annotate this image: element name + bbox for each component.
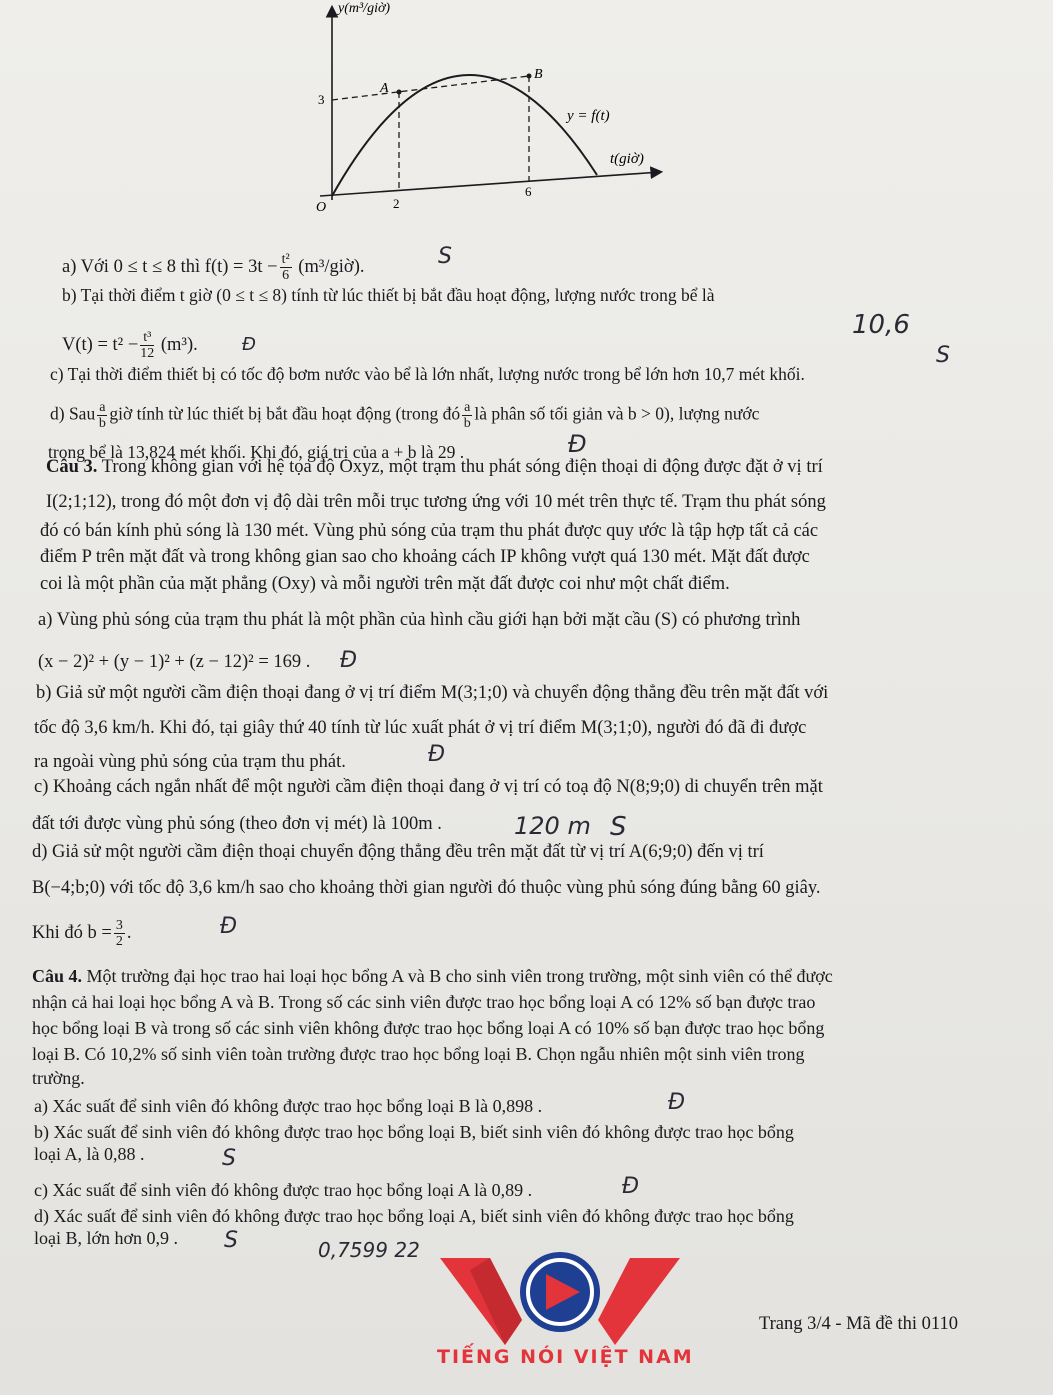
page-footer: Trang 3/4 - Mã đề thi 0110 — [758, 1314, 958, 1334]
q3-d-period: . — [126, 922, 132, 943]
fraction-denominator: 6 — [282, 268, 290, 283]
origin-label: O — [316, 200, 327, 215]
q4-intro-line3: học bổng loại B và trong số các sinh viên không được trao học bổng loại A có 10% số bạn được trao học bổng — [32, 1018, 825, 1038]
q3-d-fraction — [114, 918, 125, 949]
q2-item-b-line2 — [62, 330, 198, 361]
q2-a-mark: S — [438, 244, 452, 269]
q2-d-fraction — [97, 400, 107, 431]
q3-item-b-line1: b) Giả sử một người cầm điện thoại đang ở vị trí điểm M(3;1;0) và chuyển động thẳng đều trên mặt đất với — [36, 683, 829, 703]
parabola-curve — [332, 75, 597, 196]
q3-c-note: 120 m — [514, 812, 591, 840]
q3-d-text: Khi đó b = — [32, 922, 112, 943]
q3-a-mark: Đ — [340, 648, 358, 673]
q3-intro-line3: đó có bán kính phủ sóng là 130 mét. Vùng phủ sóng của trạm thu phát được quy ước là tập hợp tất cả các — [40, 521, 819, 541]
q2-b-unit: (m³). — [156, 334, 198, 355]
q2-item-d-line1 — [50, 400, 759, 431]
q2-b-formula: V(t) = t² − — [62, 334, 139, 355]
q4-intro-line2: nhận cả hai loại học bổng A và B. Trong số các sinh viên được trao học bổng loại A có 12% số bạn được trao — [32, 992, 816, 1012]
fraction-numerator: t² — [281, 252, 290, 267]
tick-x-6: 6 — [525, 184, 532, 199]
q2-item-d-line2: trong bể là 13,824 mét khối. Khi đó, giá trị của a + b là 29 . — [48, 442, 465, 462]
fraction-numerator: 3 — [115, 918, 123, 933]
fraction-denominator: b — [463, 416, 471, 431]
q3-intro-line5: coi là một phần của mặt phẳng (Oxy) và mỗi người trên mặt đất được coi như một chất điểm. — [40, 574, 730, 594]
q2-item-a — [62, 252, 364, 283]
q4-d-mark: S — [224, 1228, 238, 1253]
q2-a-unit: (m³/giờ). — [293, 256, 365, 277]
y-axis-label: y(m³/giờ) — [338, 1, 391, 16]
point-b-label: B — [534, 67, 543, 82]
q2-d-mark: Đ — [568, 430, 587, 458]
q4-intro-line5: trường. — [32, 1068, 85, 1088]
q3-item-d-line1: d) Giả sử một người cầm điện thoại chuyển động thẳng đều trên mặt đất từ vị trí A(6;9;0) đến vị trí — [32, 842, 764, 862]
q4-d-note: 0,7599 22 — [318, 1238, 420, 1262]
point-a-label: A — [380, 81, 389, 96]
q3-intro-line1 — [46, 455, 823, 479]
q2-c-mark: S — [936, 343, 950, 368]
fraction-denominator: 2 — [115, 934, 123, 949]
q4-item-b-line1: b) Xác suất để sinh viên đó không được trao học bổng loại B, biết sinh viên đó không được trao học bổng — [34, 1122, 794, 1142]
tick-x-2: 2 — [393, 196, 400, 211]
q2-c-note: 10,6 — [852, 310, 910, 340]
fraction-numerator: a — [99, 400, 106, 415]
q3-line1-text: Trong không gian với hệ tọa độ Oxyz, một trạm thu phát sóng điện thoại di động được đặt ở vị trí — [97, 457, 823, 477]
q3-item-c-line2: đất tới được vùng phủ sóng (theo đơn vị mét) là 100m . — [32, 814, 442, 834]
q3-title: Câu 3. — [46, 457, 98, 477]
tick-y-3: 3 — [318, 92, 325, 107]
q3-item-d-line3 — [32, 918, 131, 949]
q4-intro-line1 — [32, 964, 833, 988]
q2-item-c: c) Tại thời điểm thiết bị có tốc độ bơm nước vào bể là lớn nhất, lượng nước trong bể lớn hơn 10,7 mét khối. — [50, 364, 805, 384]
curve-label: y = f(t) — [567, 108, 610, 124]
q3-item-c-line1: c) Khoảng cách ngắn nhất để một người cầm điện thoại đang ở vị trí có toạ độ N(8;9;0) di chuyển trên mặt — [34, 777, 823, 797]
point-a-dot — [397, 90, 402, 95]
q3-item-b-line3: ra ngoài vùng phủ sóng của trạm thu phát. — [34, 752, 346, 772]
logo-right-v — [598, 1258, 680, 1345]
q3-intro-line4: điểm P trên mặt đất và trong không gian sao cho khoảng cách IP không vượt quá 130 mét. Mặt đất được — [40, 547, 810, 567]
q4-item-a: a) Xác suất để sinh viên đó không được trao học bổng loại B là 0,898 . — [34, 1096, 543, 1116]
function-graph — [292, 0, 672, 215]
vov-slogan: TIẾNG NÓI VIỆT NAM — [437, 1346, 694, 1368]
q2-a-text: a) Với 0 ≤ t ≤ 8 thì f(t) = 3t − — [62, 256, 278, 277]
q4-title: Câu 4. — [32, 966, 83, 986]
q4-item-c: c) Xác suất để sinh viên đó không được trao học bổng loại A là 0,89 . — [34, 1180, 533, 1200]
q4-line1-text: Một trường đại học trao hai loại học bổng A và B cho sinh viên trong trường, một sinh viên có thể được — [82, 966, 833, 986]
point-b-dot — [527, 74, 532, 79]
q2-b-fraction — [140, 330, 154, 361]
q4-intro-line4: loại B. Có 10,2% số sinh viên toàn trường được trao học bổng loại B. Chọn ngẫu nhiên một sinh viên trong — [32, 1044, 805, 1064]
q4-c-mark: Đ — [622, 1174, 640, 1199]
q3-item-a-line1: a) Vùng phủ sóng của trạm thu phát là một phần của hình cầu giới hạn bởi mặt cầu (S) có phương trình — [38, 610, 801, 630]
q3-item-a-line2: (x − 2)² + (y − 1)² + (z − 12)² = 169 . — [38, 652, 311, 672]
q2-d-fraction-2 — [462, 400, 472, 431]
q3-item-d-line2: B(−4;b;0) với tốc độ 3,6 km/h sao cho khoảng thời gian người đó thuộc vùng phủ sóng đúng bằng 60 giây. — [32, 878, 821, 898]
q4-a-mark: Đ — [668, 1090, 686, 1115]
q4-item-b-line2: loại A, là 0,88 . — [34, 1144, 145, 1164]
fraction-denominator: b — [98, 416, 106, 431]
q2-d-middle: giờ tính từ lúc thiết bị bắt đầu hoạt động (trong đó — [109, 403, 461, 424]
fraction-numerator: t³ — [140, 330, 154, 346]
q2-d-end: là phân số tối giản và b > 0), lượng nước — [474, 403, 760, 424]
q3-intro-line2: I(2;1;12), trong đó một đơn vị độ dài trên mỗi trục tương ứng với 10 mét trên thực tế. Trạm thu phát sóng — [46, 492, 826, 512]
fraction-numerator: a — [464, 400, 471, 415]
q2-a-fraction — [280, 252, 292, 283]
x-axis — [320, 172, 660, 196]
x-axis-label: t(giờ) — [610, 151, 644, 167]
q3-item-b-line2: tốc độ 3,6 km/h. Khi đó, tại giây thứ 40 tính từ lúc xuất phát ở vị trí điểm M(3;1;0), người đó đã đi được — [34, 718, 807, 738]
fraction-denominator: 12 — [140, 346, 155, 361]
q2-item-b-line1: b) Tại thời điểm t giờ (0 ≤ t ≤ 8) tính từ lúc thiết bị bắt đầu hoạt động, lượng nước trong bể là — [62, 285, 715, 305]
q3-c-mark: S — [610, 812, 627, 842]
q4-item-d-line1: d) Xác suất để sinh viên đó không được trao học bổng loại A, biết sinh viên đó không được trao học bổng — [34, 1206, 794, 1226]
q4-item-d-line2: loại B, lớn hơn 0,9 . — [34, 1228, 179, 1248]
q3-d-mark: Đ — [220, 914, 238, 939]
q2-b-mark: Đ — [242, 334, 256, 355]
q3-b-mark: Đ — [428, 742, 446, 767]
q4-b-mark: S — [222, 1146, 236, 1171]
q2-d-text: d) Sau — [50, 403, 96, 424]
